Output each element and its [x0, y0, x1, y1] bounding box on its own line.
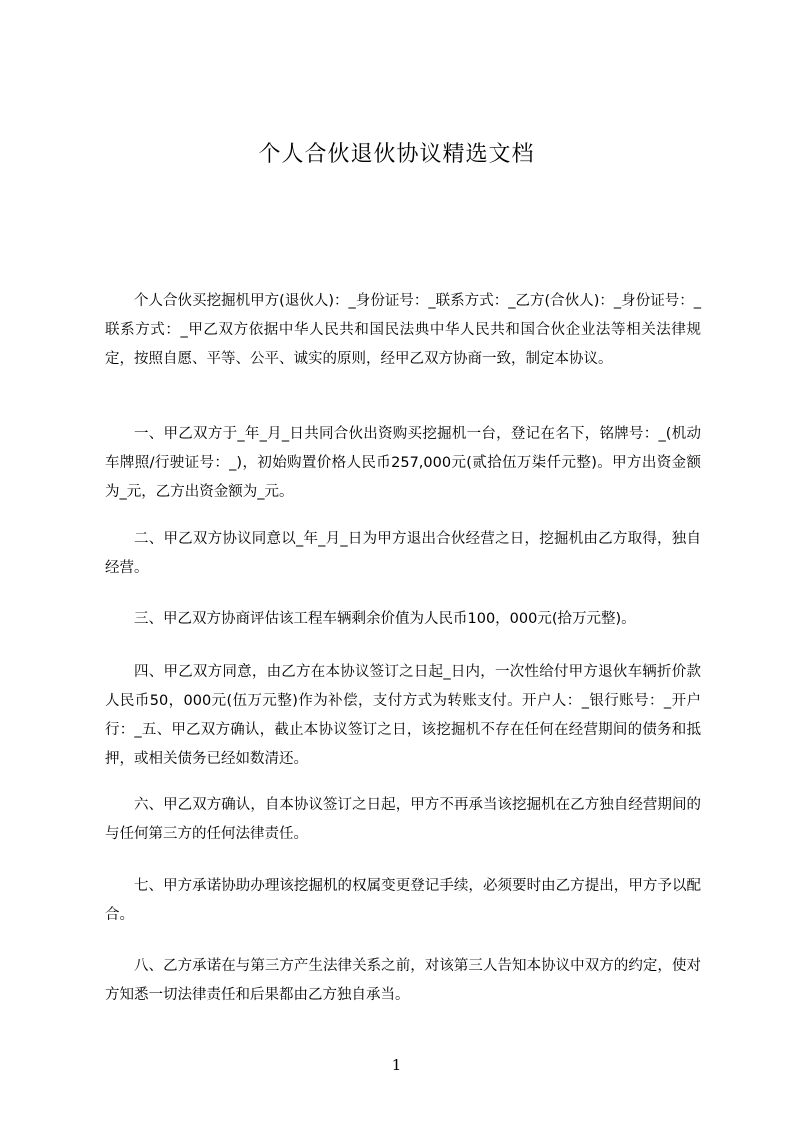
page-number: 1 — [391, 1056, 402, 1074]
paragraph-clause-7: 七、甲方承诺协助办理该挖掘机的权属变更登记手续，必须要时由乙方提出，甲方予以配合。 — [105, 878, 701, 923]
paragraph-intro: 个人合伙买挖掘机甲方(退伙人)：_身份证号：_联系方式：_乙方(合伙人)：_身份证号：_联系方式：_甲乙双方依据中华人民共和国民法典中华人民共和国合伙企业法等相关法律规定，按照自愿、平等、公平、诚实的原则，经甲乙双方协商一致，制定本协议。 — [105, 293, 701, 367]
paragraph-clause-3: 三、甲乙双方协商评估该工程车辆剩余价值为人民币100，000元(拾万元整)。 — [134, 611, 636, 627]
paragraph-clause-6: 六、甲乙双方确认，自本协议签订之日起，甲方不再承当该挖掘机在乙方独自经营期间的与任何第三方的任何法律责任。 — [105, 797, 701, 842]
paragraph-clause-1: 一、甲乙双方于_年_月_日共同合伙出资购买挖掘机一台，登记在名下，铭牌号：_(机动车牌照/行驶证号：_)，初始购置价格人民币257,000元(贰拾伍万柒仟元整)。甲方出资金额为_元，乙方出资金额为_元。 — [105, 426, 701, 500]
document-title: 个人合伙退伙协议精选文档 — [258, 142, 535, 167]
paragraph-clause-4-5: 四、甲乙双方同意，由乙方在本协议签订之日起_日内，一次性给付甲方退伙车辆折价款人民币50，000元(伍万元整)作为补偿，支付方式为转账支付。开户人：_银行账号：_开户行：_五、甲乙双方确认，截止本协议签订之日，该挖掘机不存在任何在经营期间的债务和抵押，或相关债务已经如数清还。 — [105, 664, 701, 767]
paragraph-clause-8: 八、乙方承诺在与第三方产生法律关系之前，对该第三人告知本协议中双方的约定，使对方知悉一切法律责任和后果都由乙方独自承当。 — [105, 958, 701, 1003]
paragraph-clause-2: 二、甲乙双方协议同意以_年_月_日为甲方退出合伙经营之日，挖掘机由乙方取得，独自经营。 — [105, 531, 701, 576]
